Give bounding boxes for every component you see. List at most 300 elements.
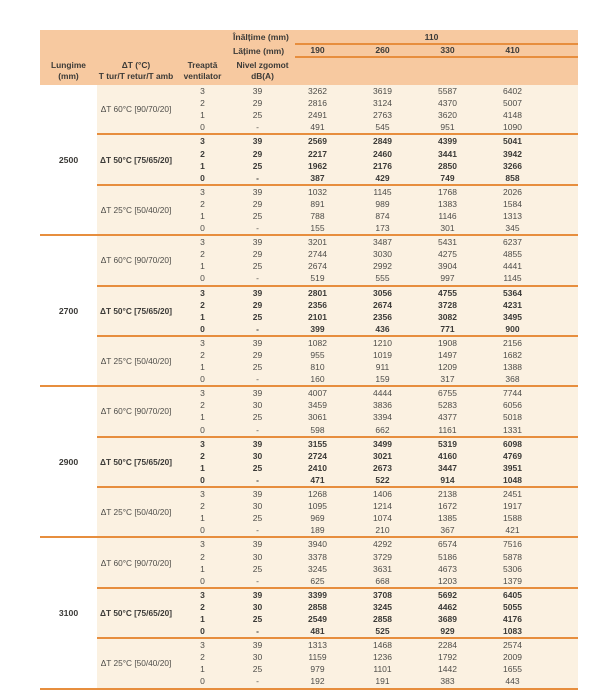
heat-output-cell: 5587: [438, 86, 457, 97]
noise-level-cell: 30: [252, 601, 263, 612]
subgroup-rows: [175, 589, 578, 637]
delta-t-subgroup: [97, 335, 578, 385]
heat-output-cell: 6098: [503, 438, 522, 449]
table-row: [175, 222, 578, 234]
table-header: [40, 30, 578, 85]
fan-speed-cell: 1: [200, 311, 205, 322]
table-body: [40, 85, 578, 690]
heat-output-cell: 951: [440, 122, 455, 133]
table-row: [175, 462, 578, 474]
heat-output-cell: 1383: [438, 198, 457, 209]
table-row: [175, 349, 578, 361]
noise-level-cell: 30: [252, 652, 263, 663]
length-group: [40, 85, 578, 234]
heat-output-cell: 900: [505, 323, 520, 334]
length-group-content: [97, 387, 578, 536]
heat-output-cell: 1095: [308, 501, 327, 512]
heat-output-cell: 4855: [503, 249, 522, 260]
heat-output-cell: 1090: [503, 122, 522, 133]
table-row: [175, 411, 578, 423]
noise-level-cell: -: [256, 575, 259, 586]
table-row: [175, 399, 578, 411]
subgroup-rows: [175, 639, 578, 687]
heat-output-cell: 2356: [373, 311, 392, 322]
noise-level-cell: 39: [252, 86, 263, 97]
noise-level-cell: 29: [252, 198, 263, 209]
length-group: [40, 385, 578, 536]
heat-output-cell: 210: [375, 525, 390, 536]
noise-level-cell: -: [256, 525, 259, 536]
noise-level-cell: 29: [252, 299, 263, 310]
heat-output-cell: 1672: [438, 501, 457, 512]
heat-output-cell: 1268: [308, 489, 327, 500]
heat-output-cell: 1032: [308, 186, 327, 197]
heat-output-cell: 1074: [373, 513, 392, 524]
table-row: [175, 387, 578, 399]
delta-t-subgroup: [97, 486, 578, 536]
noise-level-cell: 30: [252, 551, 263, 562]
noise-level-cell: -: [256, 273, 259, 284]
heat-output-cell: 5186: [438, 551, 457, 562]
heat-output-cell: 6056: [503, 400, 522, 411]
heat-output-cell: 399: [310, 323, 325, 334]
heat-output-cell: 891: [310, 198, 325, 209]
heat-output-cell: 3441: [438, 148, 457, 159]
heat-output-cell: 771: [440, 323, 455, 334]
heat-output-cell: 1210: [373, 337, 392, 348]
heat-output-cell: 6755: [438, 388, 457, 399]
heat-output-cell: 3262: [308, 86, 327, 97]
delta-t-label: ΔT 60°C [90/70/20]: [100, 104, 172, 115]
heat-output-cell: 3951: [503, 462, 522, 473]
noise-level-cell: 25: [252, 563, 263, 574]
heat-output-cell: 1146: [438, 210, 457, 221]
length-group-content: [97, 85, 578, 234]
heat-output-cell: 345: [505, 223, 520, 234]
heat-output-cell: 2009: [503, 652, 522, 663]
delta-t-subgroup: [97, 285, 578, 335]
subgroup-rows: [175, 488, 578, 536]
fan-speed-cell: 3: [200, 287, 205, 298]
heat-output-cell: 2574: [503, 640, 522, 651]
heat-output-cell: 1159: [308, 652, 327, 663]
table-row: [175, 613, 578, 625]
heat-output-cell: 3124: [373, 98, 392, 109]
heat-output-cell: 555: [375, 273, 390, 284]
heat-output-cell: 2569: [308, 136, 327, 147]
heat-output-table: [40, 30, 578, 690]
heat-output-cell: 1388: [503, 362, 522, 373]
delta-t-label: ΔT 25°C [50/40/20]: [100, 204, 172, 215]
table-row: [175, 337, 578, 349]
heat-output-cell: 4292: [373, 539, 392, 550]
subgroup-rows: [175, 387, 578, 435]
heat-output-cell: 3495: [503, 311, 522, 322]
fan-speed-header-line2: ventilator: [183, 71, 222, 81]
table-row: [175, 488, 578, 500]
heat-output-cell: 788: [310, 210, 325, 221]
heat-output-cell: 1209: [438, 362, 457, 373]
heat-output-cell: 3942: [503, 148, 522, 159]
fan-speed-cell: 0: [200, 626, 205, 637]
table-row: [175, 186, 578, 198]
noise-level-cell: -: [256, 676, 259, 687]
heat-output-cell: 2992: [373, 261, 392, 272]
heat-output-cell: 3061: [308, 412, 327, 423]
heat-output-cell: 858: [505, 172, 520, 183]
heat-output-cell: 2674: [308, 261, 327, 272]
heat-output-cell: 2217: [308, 148, 327, 159]
table-row: [175, 524, 578, 536]
heat-output-cell: 3201: [308, 237, 327, 248]
heat-output-cell: 749: [440, 172, 455, 183]
length-header-line1: Lungime: [51, 60, 86, 70]
heat-output-cell: 6405: [503, 589, 522, 600]
heat-output-cell: 2673: [373, 462, 392, 473]
delta-t-label: ΔT 50°C [75/65/20]: [99, 154, 172, 165]
table-row: [175, 198, 578, 210]
fan-speed-cell: 2: [200, 652, 205, 663]
fan-speed-cell: 2: [200, 148, 205, 159]
heat-output-cell: 4673: [438, 563, 457, 574]
table-row: [175, 260, 578, 272]
heat-output-cell: 2101: [308, 311, 327, 322]
heat-output-cell: 2816: [308, 98, 327, 109]
fan-speed-cell: 2: [200, 501, 205, 512]
heat-output-cell: 1682: [503, 350, 522, 361]
heat-output-cell: 1584: [503, 198, 522, 209]
heat-output-cell: 1385: [438, 513, 457, 524]
fan-speed-cell: 3: [200, 337, 205, 348]
table-row: [175, 236, 578, 248]
table-row: [175, 210, 578, 222]
heat-output-cell: 1917: [503, 501, 522, 512]
noise-level-cell: -: [256, 424, 259, 435]
heat-output-cell: 4176: [503, 613, 522, 624]
delta-t-label: ΔT 60°C [90/70/20]: [100, 557, 172, 568]
heat-output-cell: 2724: [308, 450, 327, 461]
heat-output-cell: 3378: [308, 551, 327, 562]
delta-t-label: ΔT 25°C [50/40/20]: [100, 507, 172, 518]
heat-output-cell: 3904: [438, 261, 457, 272]
heat-output-cell: 3836: [373, 400, 392, 411]
noise-level-cell: 25: [252, 160, 263, 171]
heat-output-cell: 662: [375, 424, 390, 435]
table-row: [175, 601, 578, 613]
column-headers-row: [40, 57, 578, 85]
fan-speed-cell: 2: [200, 299, 205, 310]
heat-output-cell: 3082: [438, 311, 457, 322]
fan-speed-cell: 1: [200, 513, 205, 524]
noise-header-line1: Nivel zgomot: [236, 60, 289, 70]
table-row: [175, 272, 578, 284]
fan-speed-cell: 1: [200, 563, 205, 574]
heat-output-cell: 4148: [503, 110, 522, 121]
fan-speed-column-header: [175, 58, 230, 84]
fan-speed-cell: 0: [200, 525, 205, 536]
delta-t-subgroup: [97, 236, 578, 284]
subgroup-rows: [175, 186, 578, 234]
table-row: [175, 575, 578, 587]
heat-output-cell: 2176: [373, 160, 392, 171]
heat-output-cell: 3728: [438, 299, 457, 310]
table-row: [175, 651, 578, 663]
heat-output-cell: 2850: [438, 160, 457, 171]
width-value: 190: [310, 45, 325, 55]
heat-output-cell: 1313: [308, 640, 327, 651]
heat-output-cell: 955: [310, 350, 325, 361]
fan-speed-cell: 3: [200, 136, 205, 147]
noise-level-cell: 30: [252, 450, 263, 461]
heat-output-cell: 2284: [438, 640, 457, 651]
heat-output-cell: 810: [310, 362, 325, 373]
heat-output-cell: 1379: [503, 575, 522, 586]
heat-output-cell: 2356: [308, 299, 327, 310]
heat-output-cell: 1331: [503, 424, 522, 435]
heat-output-cell: 1145: [503, 273, 522, 284]
fan-speed-cell: 2: [200, 249, 205, 260]
heat-output-cell: 2858: [373, 613, 392, 624]
heat-output-cell: 481: [310, 626, 325, 637]
noise-level-cell: 39: [252, 589, 263, 600]
subgroup-rows: [175, 287, 578, 335]
table-row: [175, 160, 578, 172]
fan-speed-cell: 3: [200, 86, 205, 97]
noise-level-cell: -: [256, 626, 259, 637]
heat-output-cell: 4377: [438, 412, 457, 423]
fan-speed-cell: 2: [200, 400, 205, 411]
length-group: [40, 234, 578, 385]
noise-level-column-header: [230, 58, 295, 84]
fan-speed-cell: 1: [200, 613, 205, 624]
table-row: [175, 311, 578, 323]
table-row: [175, 625, 578, 637]
fan-speed-cell: 1: [200, 261, 205, 272]
delta-t-label: ΔT 25°C [50/40/20]: [100, 658, 172, 669]
heat-output-cell: 3620: [438, 110, 457, 121]
table-row: [175, 248, 578, 260]
heat-output-cell: 5319: [438, 438, 457, 449]
heat-output-cell: 3021: [373, 450, 392, 461]
noise-level-cell: 39: [252, 640, 263, 651]
heat-output-cell: 2451: [503, 489, 522, 500]
heat-output-cell: 491: [310, 122, 325, 133]
table-row: [175, 361, 578, 373]
heat-output-cell: 7516: [503, 539, 522, 550]
heat-output-cell: 3266: [503, 160, 522, 171]
heat-output-cell: 2156: [503, 337, 522, 348]
heat-output-cell: 3447: [438, 462, 457, 473]
heat-output-cell: 2744: [308, 249, 327, 260]
subgroup-rows: [175, 85, 578, 133]
length-group: [40, 536, 578, 687]
delta-t-label: ΔT 50°C [75/65/20]: [99, 305, 172, 316]
fan-speed-cell: 0: [200, 122, 205, 133]
noise-level-cell: 39: [252, 237, 263, 248]
subgroup-rows: [175, 538, 578, 586]
fan-speed-cell: 1: [200, 462, 205, 473]
table-row: [175, 373, 578, 385]
table-row: [175, 550, 578, 562]
heat-output-cell: 2549: [308, 613, 327, 624]
heat-output-cell: 989: [375, 198, 390, 209]
heat-output-cell: 979: [310, 664, 325, 675]
heat-output-cell: 1792: [438, 652, 457, 663]
table-row: [175, 323, 578, 335]
fan-speed-cell: 3: [200, 589, 205, 600]
heat-output-cell: 189: [310, 525, 325, 536]
heat-output-cell: 317: [440, 374, 455, 385]
fan-speed-cell: 1: [200, 664, 205, 675]
heat-output-cell: 3399: [308, 589, 327, 600]
noise-level-cell: 25: [252, 412, 263, 423]
length-group-content: [97, 538, 578, 687]
heat-output-cell: 874: [375, 210, 390, 221]
heat-output-cell: 911: [375, 362, 390, 373]
heat-output-cell: 3030: [373, 249, 392, 260]
heat-output-cell: 2138: [438, 489, 457, 500]
fan-speed-cell: 2: [200, 450, 205, 461]
heat-output-cell: 383: [440, 676, 455, 687]
table-row: [175, 675, 578, 687]
heat-output-cell: 3245: [308, 563, 327, 574]
heat-output-cell: 443: [505, 676, 520, 687]
delta-t-column-header: [97, 58, 175, 84]
fan-speed-cell: 1: [200, 160, 205, 171]
noise-level-cell: -: [256, 223, 259, 234]
delta-t-subgroup: [97, 184, 578, 234]
heat-output-cell: 545: [375, 122, 390, 133]
fan-speed-cell: 3: [200, 539, 205, 550]
heat-output-cell: 1145: [373, 186, 392, 197]
heat-output-cell: 2410: [308, 462, 327, 473]
width-value: 260: [375, 45, 390, 55]
width-value: 330: [440, 45, 455, 55]
noise-level-cell: 39: [252, 539, 263, 550]
noise-level-cell: 39: [252, 136, 263, 147]
heat-output-cell: 368: [505, 374, 520, 385]
length-value-cell: 2900: [40, 387, 97, 536]
heat-output-cell: 1962: [308, 160, 327, 171]
heat-output-cell: 1161: [438, 424, 457, 435]
heat-output-cell: 3619: [373, 86, 392, 97]
fan-speed-cell: 1: [200, 362, 205, 373]
table-row: [175, 450, 578, 462]
length-header-line2: (mm): [58, 71, 79, 81]
fan-speed-cell: 0: [200, 575, 205, 586]
delta-t-subgroup: [97, 538, 578, 586]
heat-output-cell: 3459: [308, 400, 327, 411]
heat-output-cell: 7744: [503, 388, 522, 399]
length-group-content: [97, 236, 578, 385]
heat-output-cell: 4160: [438, 450, 457, 461]
table-row: [175, 639, 578, 651]
noise-level-cell: 29: [252, 148, 263, 159]
heat-output-cell: 1406: [373, 489, 392, 500]
fan-speed-cell: 1: [200, 210, 205, 221]
fan-speed-cell: 3: [200, 186, 205, 197]
fan-speed-cell: 0: [200, 323, 205, 334]
heat-output-cell: 4444: [373, 388, 392, 399]
heat-output-cell: 5055: [503, 601, 522, 612]
fan-speed-cell: 0: [200, 273, 205, 284]
fan-speed-cell: 3: [200, 489, 205, 500]
fan-speed-cell: 2: [200, 350, 205, 361]
heat-output-cell: 471: [310, 474, 325, 485]
width-value: 410: [505, 45, 520, 55]
fan-speed-cell: 1: [200, 110, 205, 121]
heat-output-cell: 4462: [438, 601, 457, 612]
heat-output-cell: 1313: [503, 210, 522, 221]
table-row: [175, 589, 578, 601]
noise-level-cell: 25: [252, 513, 263, 524]
heat-output-cell: 6402: [503, 86, 522, 97]
noise-level-cell: 25: [252, 110, 263, 121]
fan-speed-cell: 3: [200, 237, 205, 248]
fan-speed-cell: 0: [200, 374, 205, 385]
heat-output-cell: 3631: [373, 563, 392, 574]
heat-output-cell: 2763: [373, 110, 392, 121]
heat-output-cell: 436: [375, 323, 390, 334]
table-row: [175, 172, 578, 184]
table-row: [175, 299, 578, 311]
heat-output-cell: 2801: [308, 287, 327, 298]
heat-output-cell: 997: [440, 273, 455, 284]
heat-output-cell: 1236: [373, 652, 392, 663]
table-row: [175, 109, 578, 121]
heat-output-cell: 3499: [373, 438, 392, 449]
fan-speed-header-line1: Treaptă: [187, 60, 218, 70]
noise-level-cell: 25: [252, 210, 263, 221]
table-row: [175, 512, 578, 524]
noise-level-cell: 39: [252, 287, 263, 298]
heat-output-cell: 1655: [503, 664, 522, 675]
heat-output-cell: 519: [310, 273, 325, 284]
heat-output-cell: 929: [440, 626, 455, 637]
noise-level-cell: 25: [252, 462, 263, 473]
fan-speed-cell: 3: [200, 438, 205, 449]
delta-t-label: ΔT 60°C [90/70/20]: [100, 255, 172, 266]
heat-output-cell: 4370: [438, 98, 457, 109]
delta-t-header-line1: ΔT (°C): [121, 60, 151, 70]
subgroup-rows: [175, 236, 578, 284]
noise-level-cell: 39: [252, 388, 263, 399]
delta-t-label: ΔT 50°C [75/65/20]: [99, 607, 172, 618]
length-column-header: [40, 58, 97, 84]
noise-level-cell: 25: [252, 261, 263, 272]
heat-output-cell: 4275: [438, 249, 457, 260]
noise-level-cell: 39: [252, 337, 263, 348]
delta-t-label: ΔT 60°C [90/70/20]: [100, 406, 172, 417]
delta-t-subgroup: [97, 436, 578, 486]
noise-level-cell: 30: [252, 400, 263, 411]
fan-speed-cell: 0: [200, 676, 205, 687]
heat-output-cell: 914: [440, 474, 455, 485]
heat-output-cell: 2026: [503, 186, 522, 197]
subgroup-rows: [175, 135, 578, 183]
table-row: [175, 438, 578, 450]
fan-speed-cell: 0: [200, 474, 205, 485]
heat-output-cell: 159: [375, 374, 390, 385]
heat-output-cell: 6237: [503, 237, 522, 248]
heat-output-cell: 421: [505, 525, 520, 536]
heat-output-cell: 4231: [503, 299, 522, 310]
fan-speed-cell: 2: [200, 98, 205, 109]
heat-output-cell: 160: [310, 374, 325, 385]
heat-output-cell: 429: [375, 172, 390, 183]
fan-speed-cell: 2: [200, 601, 205, 612]
delta-t-label: ΔT 50°C [75/65/20]: [99, 456, 172, 467]
